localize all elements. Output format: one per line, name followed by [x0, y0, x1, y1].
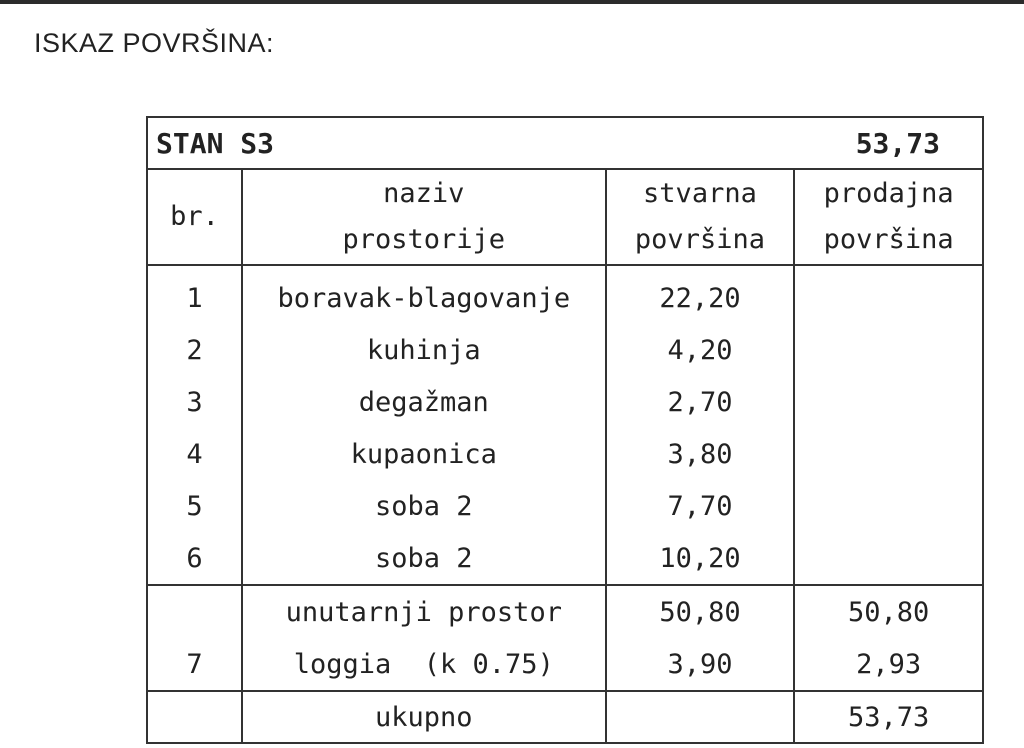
room-name: boravak-blagovanje: [242, 265, 606, 324]
table-row: [147, 324, 983, 376]
room-name: soba 2: [242, 480, 606, 532]
room-stvarna: 3,80: [606, 428, 795, 480]
room-prodajna: [794, 532, 983, 585]
summary-number: [147, 585, 242, 638]
top-border: [0, 0, 1024, 4]
room-stvarna: 22,20: [606, 265, 795, 324]
summary-row: [147, 585, 983, 638]
summary-name: loggia (k 0.75): [242, 638, 606, 691]
page-heading: ISKAZ POVRŠINA:: [34, 28, 275, 58]
room-prodajna: [794, 480, 983, 532]
room-name: soba 2: [242, 532, 606, 585]
room-name: kupaonica: [242, 428, 606, 480]
summary-prodajna: 50,80: [794, 585, 983, 638]
header-prodajna: prodajna površina: [794, 169, 983, 265]
room-stvarna: 10,20: [606, 532, 795, 585]
room-number: 3: [147, 376, 242, 428]
table-row: [147, 428, 983, 480]
header-stvarna: stvarna površina: [606, 169, 795, 265]
room-prodajna: [794, 265, 983, 324]
unit-name: STAN S3: [156, 127, 275, 160]
table-title-row: [147, 117, 983, 169]
room-number: 6: [147, 532, 242, 585]
room-number: 1: [147, 265, 242, 324]
total-label: ukupno: [242, 691, 606, 743]
total-number: [147, 691, 242, 743]
room-stvarna: 4,20: [606, 324, 795, 376]
room-prodajna: [794, 324, 983, 376]
total-row: [147, 691, 983, 743]
table-row: [147, 265, 983, 324]
room-stvarna: 7,70: [606, 480, 795, 532]
summary-stvarna: 3,90: [606, 638, 795, 691]
header-naziv: naziv prostorije: [242, 169, 606, 265]
room-name: kuhinja: [242, 324, 606, 376]
title-cell: [147, 117, 983, 169]
table-row: [147, 376, 983, 428]
area-table: [146, 116, 984, 744]
room-prodajna: [794, 428, 983, 480]
summary-prodajna: 2,93: [794, 638, 983, 691]
total-prodajna: 53,73: [794, 691, 983, 743]
room-name: degažman: [242, 376, 606, 428]
table-row: [147, 532, 983, 585]
summary-number: 7: [147, 638, 242, 691]
room-number: 2: [147, 324, 242, 376]
summary-name: unutarnji prostor: [242, 585, 606, 638]
room-stvarna: 2,70: [606, 376, 795, 428]
room-number: 5: [147, 480, 242, 532]
header-row: [147, 169, 983, 265]
unit-area: 53,73: [855, 127, 940, 160]
summary-stvarna: 50,80: [606, 585, 795, 638]
total-stvarna: [606, 691, 795, 743]
room-prodajna: [794, 376, 983, 428]
summary-row: [147, 638, 983, 691]
room-number: 4: [147, 428, 242, 480]
table-row: [147, 480, 983, 532]
header-br: br.: [147, 169, 242, 265]
